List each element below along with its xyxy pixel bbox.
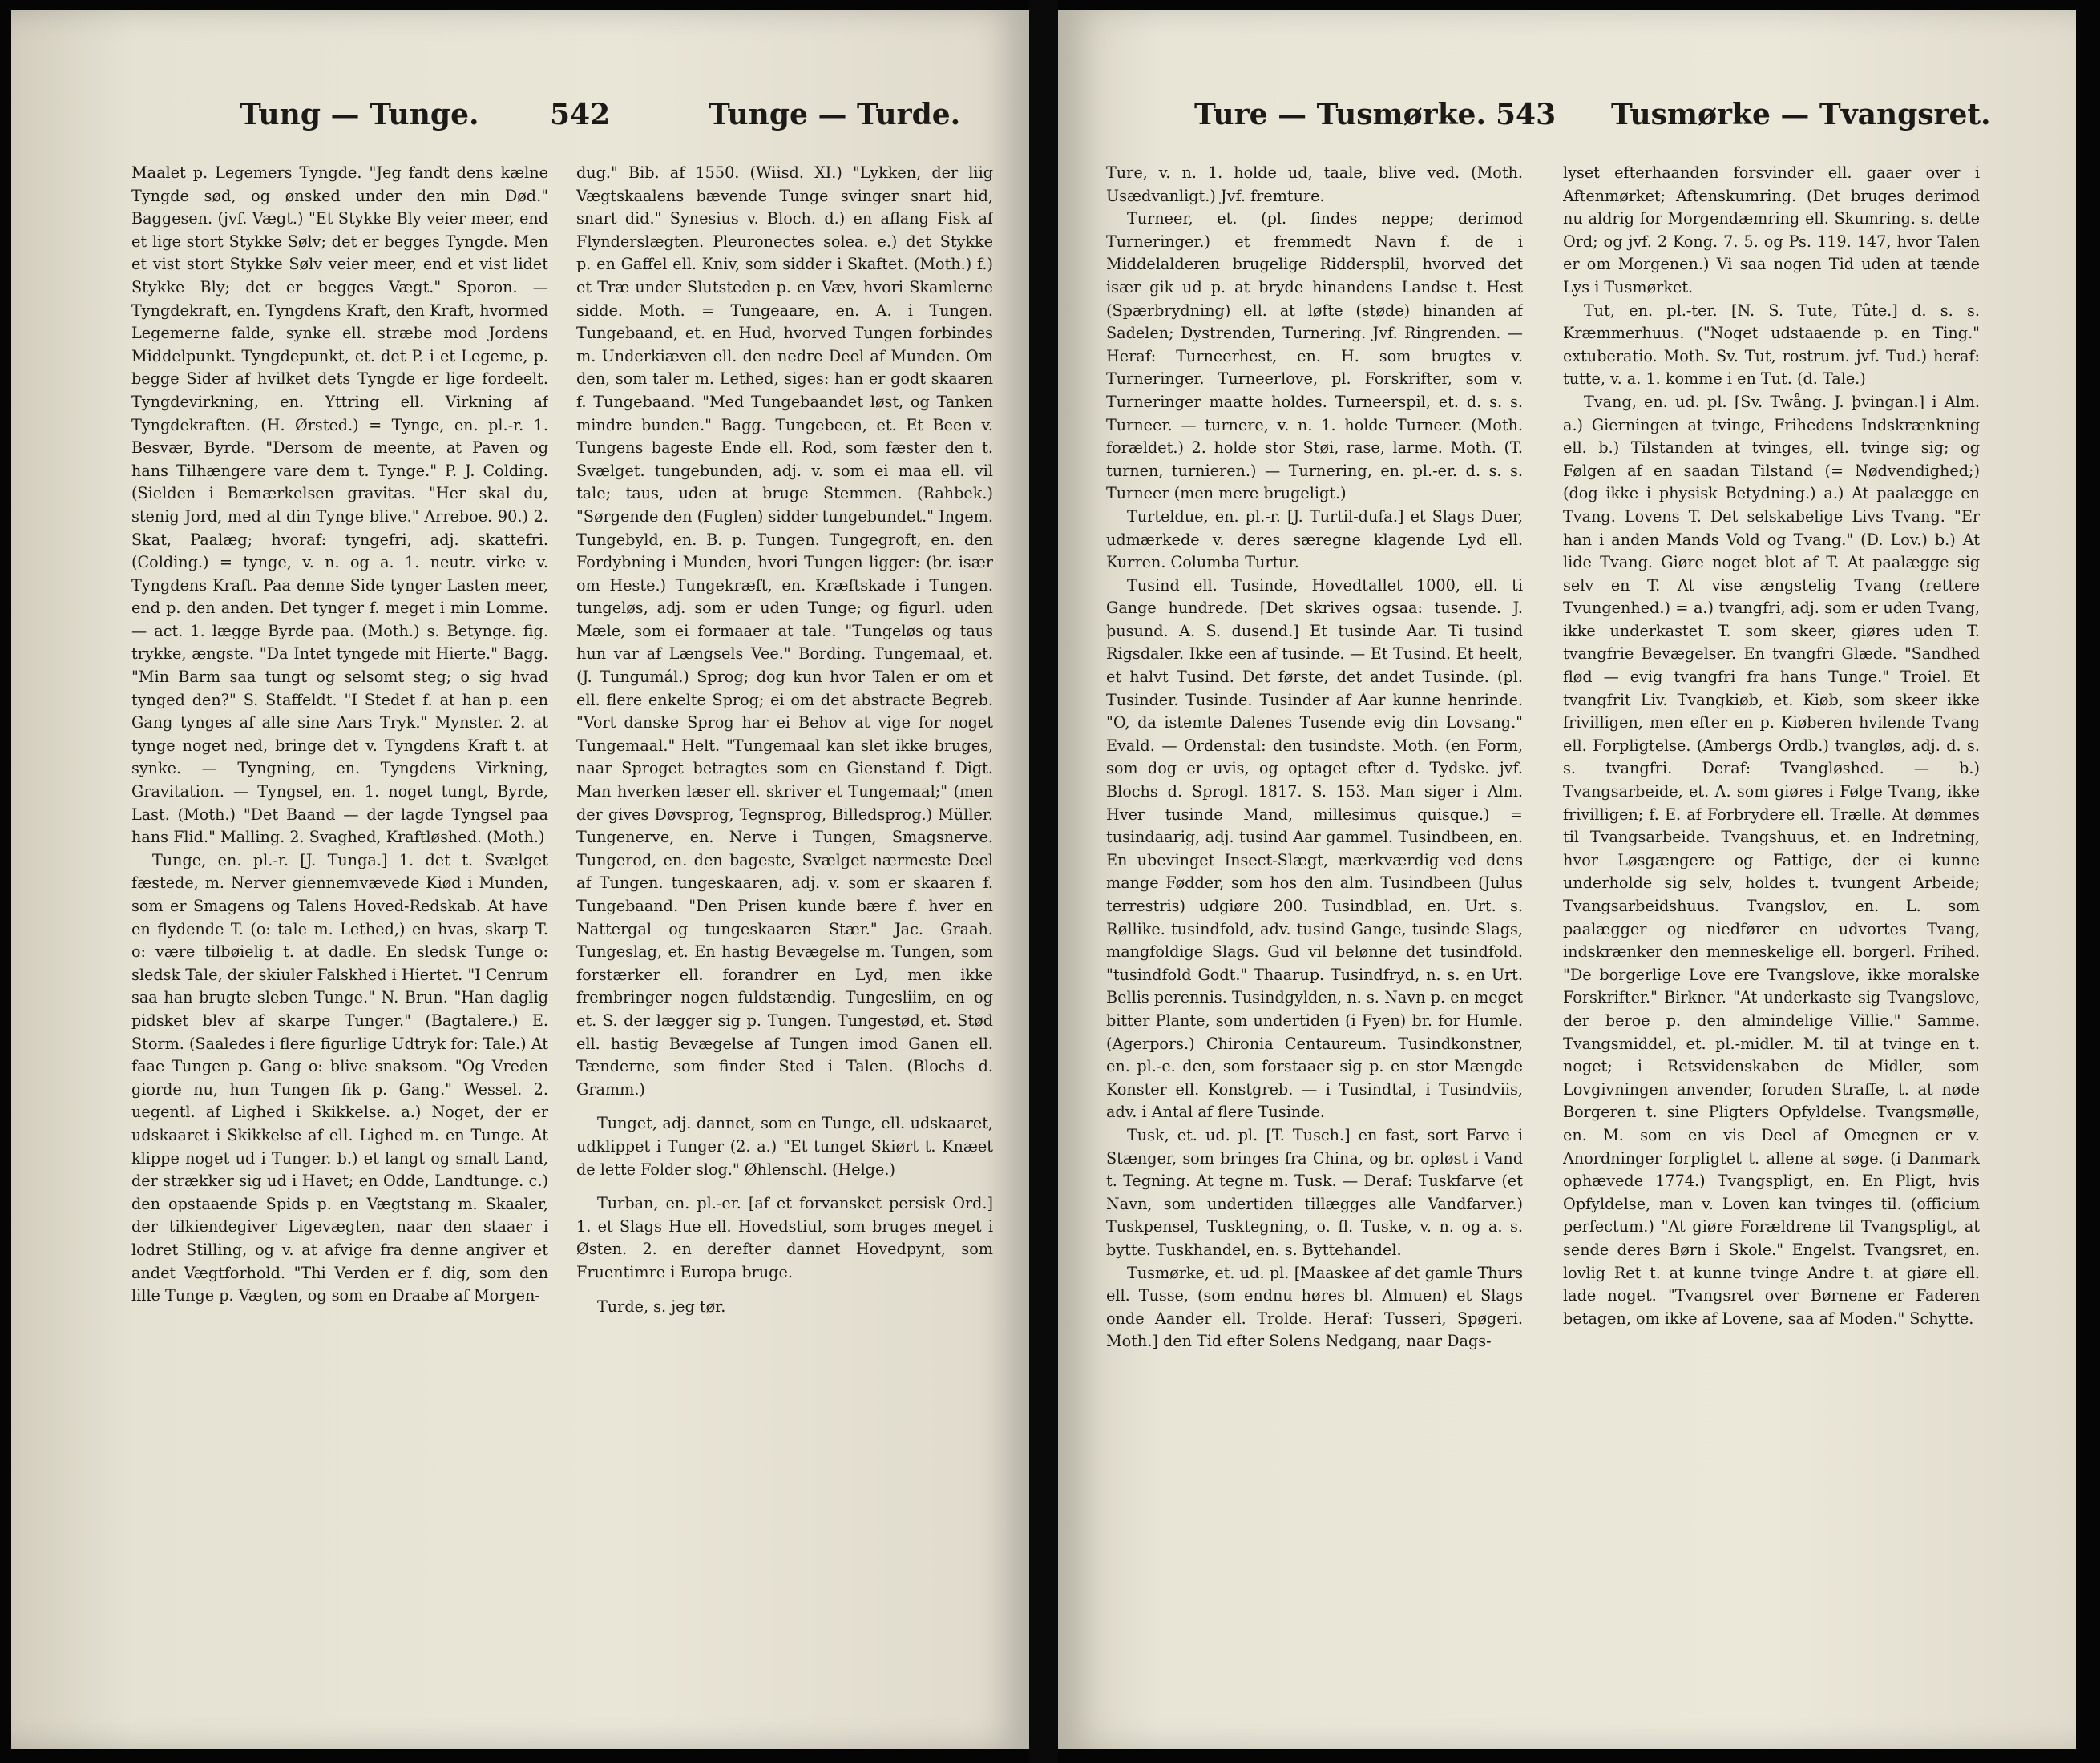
paragraph: Tusmørke, et. ud. pl. [Maaskee af det gamle Thurs ell. Tusse, (som endnu høres bl. Almuen) et Slags onde Aander ell. Trolde. Heraf: Tusseri, Spøgeri. Moth.] den Tid efter Solens Nedgang, naar Dags-	[1106, 1263, 1523, 1351]
paragraph: Ture, v. n. 1. holde ud, taale, blive ved. (Moth. Usædvanligt.) Jvf. fremture.	[1106, 163, 1523, 205]
header-left-catchword: Tung — Tunge.	[240, 98, 479, 131]
text-column-1	[131, 162, 548, 1652]
paragraph: Tunge, en. pl.-r. [J. Tunga.] 1. det t. Svælget fæstede, m. Nerver giennemvævede Kiød i Munden, som er Smagens og Talens Hoved-Redskab. At have en flydende T. (o: tale m. Lethed,) en hvas, skarp T. o: være tilbøielig t. at dadle. En sledsk Tunge o: sledsk Tale, der skiuler Falskhed i Hiertet. "I Cenrum saa han brugte sleben Tunge." N. Brun. "Han daglig pidsket blev af skarpe Tunger." (Bagtalere.) E. Storm. (Saaledes i flere figurlige Udtryk for: Tale.) At faae Tungen p. Gang o: blive snaksom. "Og Vreden giorde nu, hun Tungen fik p. Gang." Wessel. 2. uegentl. af Lighed i Skikkelse. a.) Noget, der er udskaaret i Skikkelse af ell. Lighed m. en Tunge. At klippe noget ud i Tunger. b.) et langt og smalt Land, der strækker sig ud i Havet; en Odde, Landtunge. c.) den opstaaende Spids p. en Vægtstang m. Skaaler, der tilkiendegiver Ligevægten, naar den staaer i lodret Stilling, og v. at afvige fra denne angiver et andet Vægtforhold. "Thi Verden er f. dig, som den lille Tunge p. Vægten, og som en Draabe af Morgen-	[131, 850, 548, 1305]
paragraph: Tusk, et. ud. pl. [T. Tusch.] en fast, sort Farve i Stænger, som bringes fra China, og br. opløst i Vand t. Tegning. At tegne m. Tusk. — Deraf: Tuskfarve (et Navn, som undertiden tillægges alle Vandfarver.) Tuskpensel, Tusktegning, o. fl. Tuske, v. n. og a. s. bytte. Tuskhandel, en. s. Byttehandel.	[1106, 1125, 1523, 1259]
paragraph: Tusind ell. Tusinde, Hovedtallet 1000, ell. ti Gange hundrede. [Det skrives ogsaa: tusende. J. þusund. A. S. dusend.] Et tusinde Aar. Ti tusind Rigsdaler. Ikke een af tusinde. — Et Tusind. Et heelt, et halvt Tusind. Det første, det andet Tusinde. (pl. Tusinder. Tusinde. Tusinder af Aar kunne henrinde. "O, da istemte Dalenes Tusende evig din Lovsang." Evald. — Ordenstal: den tusindste. Moth. (en Form, som dog er uvis, og optaget efter d. Tydske. jvf. Blochs d. Sprogl. 1817. S. 153. Man siger i Alm. Hver tusinde Mand, millesimus quisque.) = tusindaarig, adj. tusind Aar gammel. Tusindbeen, en. En ubevinget Insect-Slægt, mærkværdig ved dens mange Fødder, som hos den alm. Tusindbeen (Julus terrestris) udgiøre 200. Tusindblad, en. Urt. s. Røllike. tusindfold, adv. tusind Gange, tusinde Slags, mangfoldige Slags. Gud vil belønne det tusindfold. "tusindfold Godt." Thaarup. Tusindfryd, n. s. en Urt. Bellis perennis. Tusindgylden, n. s. Navn p. en meget bitter Plante, som undertiden (i Fyen) br. for Humle. (Agerpors.) Chironia Centaureum. Tusindkonstner, en. pl.-e. den, som forstaaer sig p. en stor Mængde Konster ell. Konstgreb. — i Tusindtal, i Tusindviis, adv. i Antal af flere Tusinde.	[1106, 575, 1523, 1122]
book-gutter	[1029, 0, 1058, 1763]
paragraph: Tvang, en. ud. pl. [Sv. Twång. J. þvingan.] i Alm. a.) Gierningen at tvinge, Frihedens Indskrænkning ell. b.) Tilstanden at tvinges, ell. tvinge sig; og Følgen af en saadan Tilstand (= Nødvendighed;) (dog ikke i physisk Betydning.) a.) At paalægge en Tvang. Lovens T. Det selskabelige Livs Tvang. "Er han i anden Mands Vold og Tvang." (D. Lov.) b.) At lide Tvang. Giøre noget blot af T. At paalægge sig selv en T. At vise ængstelig Tvang (rettere Tvungenhed.) = a.) tvangfri, adj. som er uden Tvang, ikke underkastet T. som skeer, giøres uden T. tvangfrie Bevægelser. En tvangfri Glæde. "Sandhed flød — evig tvangfri fra hans Tunge." Troiel. Et tvangfrit Liv. Tvangkiøb, et. Kiøb, som skeer ikke frivilligen, men efter en p. Kiøberen hvilende Tvang ell. Forpligtelse. (Ambergs Ordb.) tvangløs, adj. d. s. s. tvangfri. Deraf: Tvangløshed. — b.) Tvangsarbeide, et. A. som giøres i Følge Tvang, ikke frivilligen; f. E. af Forbrydere ell. Trælle. At dømmes til Tvangsarbeide. Tvangshuus, et. en Indretning, hvor Løsgængere og Fattige, der ei kunne underholde sig selv, holdes t. tvungent Arbeide; Tvangsarbeidshuus. Tvangslov, en. L. som paalægger og niedfører en udvortes Tvang, indskrænker den menneskelige ell. borgerl. Frihed. "De borgerlige Love ere Tvangslove, ikke moralske Forskrifter." Birkner. "At underkaste sig Tvangslove, der beroe p. den almindelige Villie." Samme. Tvangsmiddel, et. pl.-midler. M. til at tvinge en t. noget; i Retsvidenskaben de Midler, som Lovgivningen anvender, foruden Straffe, t. at nøde Borgeren t. sine Pligters Opfyldelse. Tvangsmølle, en. M. som en vis Deel af Omegnen er v. Anordninger forpligtet t. allene at søge. (i Danmark ophævede 1774.) Tvangspligt, en. En Pligt, hvis Opfyldelse, man v. Loven kan tvinges til. (officium perfectum.) "At giøre Forældrene til Tvangspligt, at sende deres Børn i Skole." Engelst. Tvangsret, en. lovlig Ret t. at kunne tvinge Andre t. at giøre ell. lade noget. "Tvangsret over Børnene er Faderen betagen, om ikke af Lovene, saa af Moden." Schytte.	[1563, 392, 1980, 1328]
header-right-catchword: Tusmørke — Tvangsret.	[1611, 98, 1991, 131]
left-page	[11, 10, 1029, 1749]
text-column-2	[1563, 162, 1980, 1652]
paragraph: Tunget, adj. dannet, som en Tunge, ell. udskaaret, udklippet i Tunger (2. a.) "Et tunget Skiørt t. Knæet de lette Folder slog." Øhlenschl. (Helge.)	[576, 1114, 993, 1179]
paragraph: Turban, en. pl.-er. [af et forvansket persisk Ord.] 1. et Slags Hue ell. Hovedstiul, som bruges meget i Østen. 2. en derefter dannet Hovedpynt, som Fruentimre i Europa bruge.	[576, 1194, 993, 1281]
running-header	[11, 90, 1029, 138]
paragraph: lyset efterhaanden forsvinder ell. gaaer over i Aftenmørket; Aftenskumring. (Det bruges derimod nu aldrig for Morgendæmring ell. Skumring. s. dette Ord; og jvf. 2 Kong. 7. 5. og Ps. 119. 147, hvor Talen er om Morgenen.) Vi saa nogen Tid uden at tænde Lys i Tusmørket.	[1563, 163, 1980, 297]
header-right-catchword: Tunge — Turde.	[709, 98, 961, 131]
paragraph: dug." Bib. af 1550. (Wiisd. XI.) "Lykken, der liig Vægtskaalens bævende Tunge svinger snart hid, snart did." Synesius v. Bloch. d.) en aflang Fisk af Flynderslægten. Pleuronectes solea. e.) det Stykke p. en Gaffel ell. Kniv, som sidder i Skaftet. (Moth.) f.) et Træ under Slutsteden p. en Væv, hvori Skamlerne sidde. Moth. = Tungeaare, en. A. i Tungen. Tungebaand, et. en Hud, hvorved Tungen forbindes m. Underkiæven ell. den nedre Deel af Munden. Om den, som taler m. Lethed, siges: han er godt skaaren f. Tungebaand. "Med Tungebaandet løst, og Tanken mindre bunden." Bagg. Tungebeen, et. Et Been v. Tungens bageste Ende ell. Rod, som fæster den t. Svælget. tungebunden, adj. v. som ei maa ell. vil tale; taus, uden at bruge Stemmen. (Rahbek.) "Sørgende den (Fuglen) sidder tungebundet." Ingem. Tungebyld, en. B. p. Tungen. Tungegroft, en. den Fordybning i Munden, hvori Tungen ligger: (br. især om Heste.) Tungekræft, en. Kræftskade i Tungen. tungeløs, adj. som er uden Tunge; og figurl. uden Mæle, som ei formaaer at tale. "Tungeløs og taus hun var af Længsels Vee." Bording. Tungemaal, et. (J. Tungumál.) Sprog; dog kun hvor Talen er om et ell. flere enkelte Sprog; ei om det abstracte Begreb. "Vort danske Sprog har ei Behov at vige for noget Tungemaal." Helt. "Tungemaal kan slet ikke bruges, naar Sproget betragtes som en Gienstand f. Digt. Man hverken læser ell. skriver et Tungemaal;" (men der gives Døvsprog, Tegnsprog, Billedsprog.) Müller. Tungenerve, en. Nerve i Tungen, Smagsnerve. Tungerod, en. den bageste, Svælget nærmeste Deel af Tungen. tungeskaaren, adj. v. som er skaaren f. Tungebaand. "Den Prisen kunde bære f. hver en Nattergal og tungeskaaren Stær." Jac. Graah. Tungeslag, et. En hastig Bevægelse m. Tungen, som forstærker ell. forandrer en Lyd, men ikke frembringer nogen fuldstændig. Tungesliim, en og et. S. der lægger sig p. Tungen. Tungestød, et. Stød ell. hastig Bevægelse af Tungen imod Ganen ell. Tænderne, som finder Sted i Talen. (Blochs d. Gramm.)	[576, 163, 993, 1099]
paragraph: Turteldue, en. pl.-r. [J. Turtil-dufa.] et Slags Duer, udmærkede v. deres særegne klagende Lyd ell. Kurren. Columba Turtur.	[1106, 506, 1523, 572]
paragraph: Turde, s. jeg tør.	[597, 1297, 726, 1316]
page-number: 543	[1496, 98, 1557, 131]
paragraph: Tut, en. pl.-ter. [N. S. Tute, Tûte.] d. s. s. Kræmmerhuus. ("Noget udstaaende p. en Ting." extuberatio. Moth. Sv. Tut, rostrum. jvf. Tud.) heraf: tutte, v. a. 1. komme i en Tut. (d. Tale.)	[1563, 301, 1980, 389]
text-column-2	[576, 162, 993, 1652]
paragraph: Maalet p. Legemers Tyngde. "Jeg fandt dens kælne Tyngde sød, og ønsked under den min Død." Baggesen. (jvf. Vægt.) "Et Stykke Bly veier meer, end et lige stort Stykke Sølv; det er begges Tyngde. Men et vist stort Stykke Sølv veier meer, end et vist lidet Stykke Bly; det er begges Vægt." Sporon. — Tyngdekraft, en. Tyngdens Kraft, den Kraft, hvormed Legemerne falde, synke ell. stræbe mod Jordens Middelpunkt. Tyngdepunkt, et. det P. i et Legeme, p. begge Sider af hvilket dets Tyngde er lige fordeelt. Tyngdevirkning, en. Yttring ell. Virkning af Tyngdekraften. (H. Ørsted.) = Tynge, en. pl.-r. 1. Besvær, Byrde. "Dersom de meente, at Paven og hans Tilhængere vare dem t. Tynge." P. J. Colding. (Sielden i Bemærkelsen gravitas. "Her skal du, stenig Jord, med al din Tynge blive." Arreboe. 90.) 2. Skat, Paalæg; hvoraf: tyngefri, adj. skattefri. (Colding.) = tynge, v. n. og a. 1. neutr. virke v. Tyngdens Kraft. Paa denne Side tynger Lasten meer, end p. den anden. Det tynger f. meget i min Lomme. — act. 1. lægge Byrde paa. (Moth.) s. Betynge. fig. trykke, ængste. "Da Intet tyngede mit Hierte." Bagg. "Min Barm saa tungt og selsomt steg; o sig hvad tynged den?" S. Staffeldt. "I Stedet f. at han p. een Gang tynges af alle sine Aars Tryk." Mynster. 2. at tynge noget ned, bringe det v. Tyngdens Kraft t. at synke. — Tyngning, en. Tyngdens Virkning, Gravitation. — Tyngsel, en. 1. noget tungt, Byrde, Last. (Moth.) "Det Baand — der lagde Tyngsel paa hans Flid." Malling. 2. Svaghed, Kraftløshed. (Moth.)	[131, 163, 548, 847]
running-header	[1058, 90, 2076, 138]
text-column-1	[1106, 162, 1523, 1652]
paragraph: Turneer, et. (pl. findes neppe; derimod Turneringer.) et fremmedt Navn f. de i Middelalderen brugelige Riddersplil, hvorved det især gik ud p. at bryde hinandens Landse t. Hest (Spærbrydning) ell. at løfte (støde) hinanden af Sadelen; Dystrenden, Turnering. Jvf. Ringrenden. — Heraf: Turneerhest, en. H. som brugtes v. Turneringer. Turneerlove, pl. Forskrifter, som v. Turneringer maatte holdes. Turneerspil, et. d. s. s. Turneer. — turnere, v. n. 1. holde Turneer. (Moth. forældet.) 2. holde stor Støi, rase, larme. Moth. (T. turnen, turnieren.) — Turnering, en. pl.-er. d. s. s. Turneer (men mere brugeligt.)	[1106, 209, 1523, 503]
right-page	[1058, 10, 2076, 1749]
page-number: 542	[550, 98, 611, 131]
header-left-catchword: Ture — Tusmørke.	[1194, 98, 1486, 131]
